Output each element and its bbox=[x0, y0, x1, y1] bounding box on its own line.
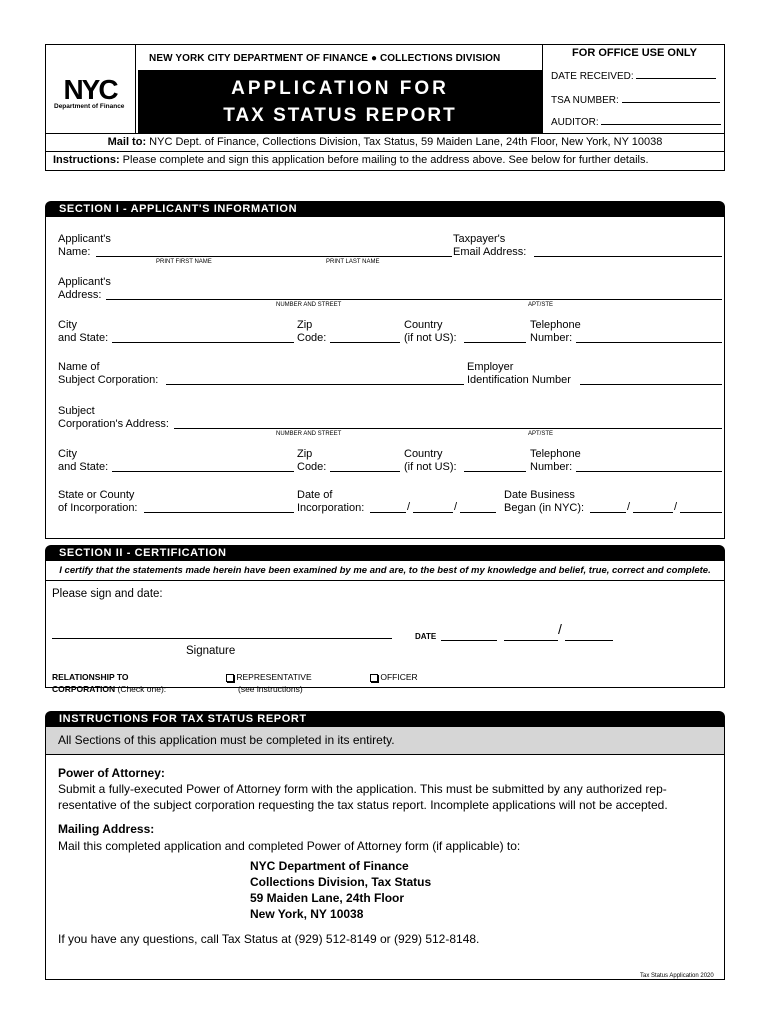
tsa-number-label: TSA NUMBER: bbox=[551, 95, 619, 106]
date-biz-year-input[interactable] bbox=[680, 501, 722, 513]
date-received-input[interactable] bbox=[636, 78, 716, 79]
cert-date-month-input[interactable] bbox=[441, 627, 497, 641]
form-title-line2: TAX STATUS REPORT bbox=[223, 105, 457, 126]
section-2-body bbox=[45, 561, 725, 694]
date-inc-separator-2: / bbox=[454, 501, 458, 513]
section-2-heading: SECTION II - CERTIFICATION bbox=[45, 545, 725, 561]
date-received-field bbox=[551, 71, 716, 82]
section-2 bbox=[45, 545, 725, 694]
sign-prompt: Please sign and date: bbox=[52, 588, 163, 600]
date-inc-separator-1: / bbox=[407, 501, 411, 513]
city-state-label: City and State: bbox=[58, 319, 109, 344]
subject-number-street-caption: NUMBER AND STREET bbox=[276, 431, 342, 437]
date-business-began-label: Date Business Began (in NYC): bbox=[504, 489, 585, 514]
tsa-number-input[interactable] bbox=[622, 102, 720, 103]
applicant-name-label: Applicant's Name: bbox=[58, 233, 111, 258]
city-state-input[interactable] bbox=[112, 331, 294, 343]
instructions-label: Instructions: bbox=[53, 154, 120, 166]
office-use-box bbox=[542, 45, 725, 133]
date-biz-day-input[interactable] bbox=[633, 501, 673, 513]
all-sections-banner: All Sections of this application must be completed in its entirety. bbox=[46, 727, 724, 755]
date-inc-month-input[interactable] bbox=[370, 501, 406, 513]
poa-text-line2: resentative of the subject corporation requesting the tax status report. Incomplete applications will not be accepted. bbox=[58, 798, 668, 812]
subject-country-input[interactable] bbox=[464, 460, 526, 472]
signature-label: Signature bbox=[186, 645, 236, 657]
applicant-name-input[interactable] bbox=[96, 245, 452, 257]
nyc-logo-text: NYC bbox=[63, 75, 117, 103]
address-line-4: New York, NY 10038 bbox=[250, 907, 364, 921]
cert-date-year-input[interactable] bbox=[565, 627, 613, 641]
date-received-label: DATE RECEIVED: bbox=[551, 71, 634, 82]
form-id-footer: Tax Status Application 2020 bbox=[640, 973, 714, 979]
poa-text-line1: Submit a fully-executed Power of Attorney form with the application. This must be submitted by any authorized rep- bbox=[58, 782, 667, 796]
subject-city-state-label: City and State: bbox=[58, 448, 109, 473]
mailing-address-block bbox=[250, 858, 431, 922]
relationship-label: RELATIONSHIP TO CORPORATION (Check one): bbox=[52, 672, 167, 694]
mail-to-row bbox=[45, 133, 725, 152]
subject-corp-address-label: Subject Corporation's Address: bbox=[58, 405, 169, 430]
mailing-address-heading: Mailing Address: bbox=[58, 822, 155, 836]
telephone-input[interactable] bbox=[576, 331, 722, 343]
department-line: NEW YORK CITY DEPARTMENT OF FINANCE ● COLLECTIONS DIVISION bbox=[149, 53, 501, 64]
print-last-name-caption: PRINT LAST NAME bbox=[326, 259, 380, 265]
address-line-1: NYC Department of Finance bbox=[250, 859, 409, 873]
cert-date-separator-2: / bbox=[558, 621, 562, 637]
officer-label: OFFICER bbox=[380, 672, 418, 682]
subject-zip-input[interactable] bbox=[330, 460, 400, 472]
date-label: DATE bbox=[415, 632, 437, 641]
instructions-text: Please complete and sign this application before mailing to the address above. See below for further details. bbox=[119, 154, 649, 166]
apt-ste-caption: APT/STE bbox=[528, 302, 554, 308]
date-biz-separator-1: / bbox=[627, 501, 631, 513]
date-biz-separator-2: / bbox=[674, 501, 678, 513]
address-line-2: Collections Division, Tax Status bbox=[250, 875, 432, 889]
representative-checkbox[interactable] bbox=[226, 674, 234, 682]
subject-telephone-label: Telephone Number: bbox=[530, 448, 581, 473]
mail-to-text: NYC Dept. of Finance, Collections Division, Tax Status, 59 Maiden Lane, 24th Floor, New York, NY 10038 bbox=[146, 136, 663, 148]
tsa-number-field bbox=[551, 95, 720, 106]
subject-corp-name-label: Name of Subject Corporation: bbox=[58, 361, 159, 386]
taxpayer-email-label: Taxpayer's Email Address: bbox=[453, 233, 527, 258]
subject-country-label: Country (if not US): bbox=[404, 448, 457, 473]
date-biz-month-input[interactable] bbox=[590, 501, 626, 513]
section-1-heading: SECTION I - APPLICANT'S INFORMATION bbox=[45, 201, 725, 217]
print-first-name-caption: PRINT FIRST NAME bbox=[156, 259, 212, 265]
section-1-body bbox=[45, 217, 725, 539]
form-title-line1: APPLICATION FOR bbox=[231, 78, 449, 99]
mail-to-label: Mail to: bbox=[107, 136, 147, 148]
date-inc-day-input[interactable] bbox=[413, 501, 453, 513]
instructions-section bbox=[45, 711, 725, 980]
address-line-3: 59 Maiden Lane, 24th Floor bbox=[250, 891, 405, 905]
number-street-caption: NUMBER AND STREET bbox=[276, 302, 342, 308]
ein-label: Employer Identification Number bbox=[467, 361, 571, 386]
representative-label: REPRESENTATIVE bbox=[236, 672, 312, 682]
instructions-body bbox=[45, 727, 725, 980]
certification-statement: I certify that the statements made herein have been examined by me and are, to the best of my knowledge and belief, true, correct and complete. bbox=[46, 561, 724, 581]
signature-input[interactable] bbox=[52, 625, 392, 639]
zip-code-input[interactable] bbox=[330, 331, 400, 343]
logo-dept-text: Department of Finance bbox=[54, 103, 125, 110]
date-inc-year-input[interactable] bbox=[460, 501, 496, 513]
subject-corp-address-input[interactable] bbox=[174, 417, 722, 429]
country-input[interactable] bbox=[464, 331, 526, 343]
representative-note: (see instructions) bbox=[238, 684, 303, 694]
subject-zip-label: Zip Code: bbox=[297, 448, 327, 473]
instructions-heading: INSTRUCTIONS FOR TAX STATUS REPORT bbox=[45, 711, 725, 727]
applicant-address-input[interactable] bbox=[106, 288, 722, 300]
cert-date-day-input[interactable] bbox=[504, 627, 558, 641]
poa-heading: Power of Attorney: bbox=[58, 766, 165, 780]
logo-box bbox=[46, 45, 136, 133]
auditor-field bbox=[551, 117, 721, 128]
mailing-address-text: Mail this completed application and completed Power of Attorney form (if applicable) to: bbox=[58, 839, 521, 853]
title-block bbox=[138, 70, 542, 133]
representative-option[interactable] bbox=[226, 671, 312, 695]
questions-text: If you have any questions, call Tax Status at (929) 512-8149 or (929) 512-8148. bbox=[58, 932, 480, 946]
officer-option[interactable] bbox=[370, 671, 418, 683]
telephone-label: Telephone Number: bbox=[530, 319, 581, 344]
country-label: Country (if not US): bbox=[404, 319, 457, 344]
state-of-incorporation-input[interactable] bbox=[144, 501, 294, 513]
subject-telephone-input[interactable] bbox=[576, 460, 722, 472]
applicant-address-label: Applicant's Address: bbox=[58, 276, 111, 301]
auditor-input[interactable] bbox=[601, 124, 721, 125]
date-of-incorporation-label: Date of Incorporation: bbox=[297, 489, 365, 514]
taxpayer-email-input[interactable] bbox=[534, 245, 722, 257]
zip-code-label: Zip Code: bbox=[297, 319, 327, 344]
instructions-row bbox=[45, 151, 725, 171]
section-1 bbox=[45, 201, 725, 539]
office-use-heading: FOR OFFICE USE ONLY bbox=[572, 47, 697, 59]
subject-apt-ste-caption: APT/STE bbox=[528, 431, 554, 437]
subject-corp-name-input[interactable] bbox=[166, 373, 464, 385]
officer-checkbox[interactable] bbox=[370, 674, 378, 682]
nyc-logo bbox=[56, 75, 124, 103]
ein-input[interactable] bbox=[580, 373, 722, 385]
auditor-label: AUDITOR: bbox=[551, 117, 599, 128]
form-header bbox=[45, 44, 725, 134]
state-of-incorporation-label: State or County of Incorporation: bbox=[58, 489, 138, 514]
subject-city-state-input[interactable] bbox=[112, 460, 294, 472]
